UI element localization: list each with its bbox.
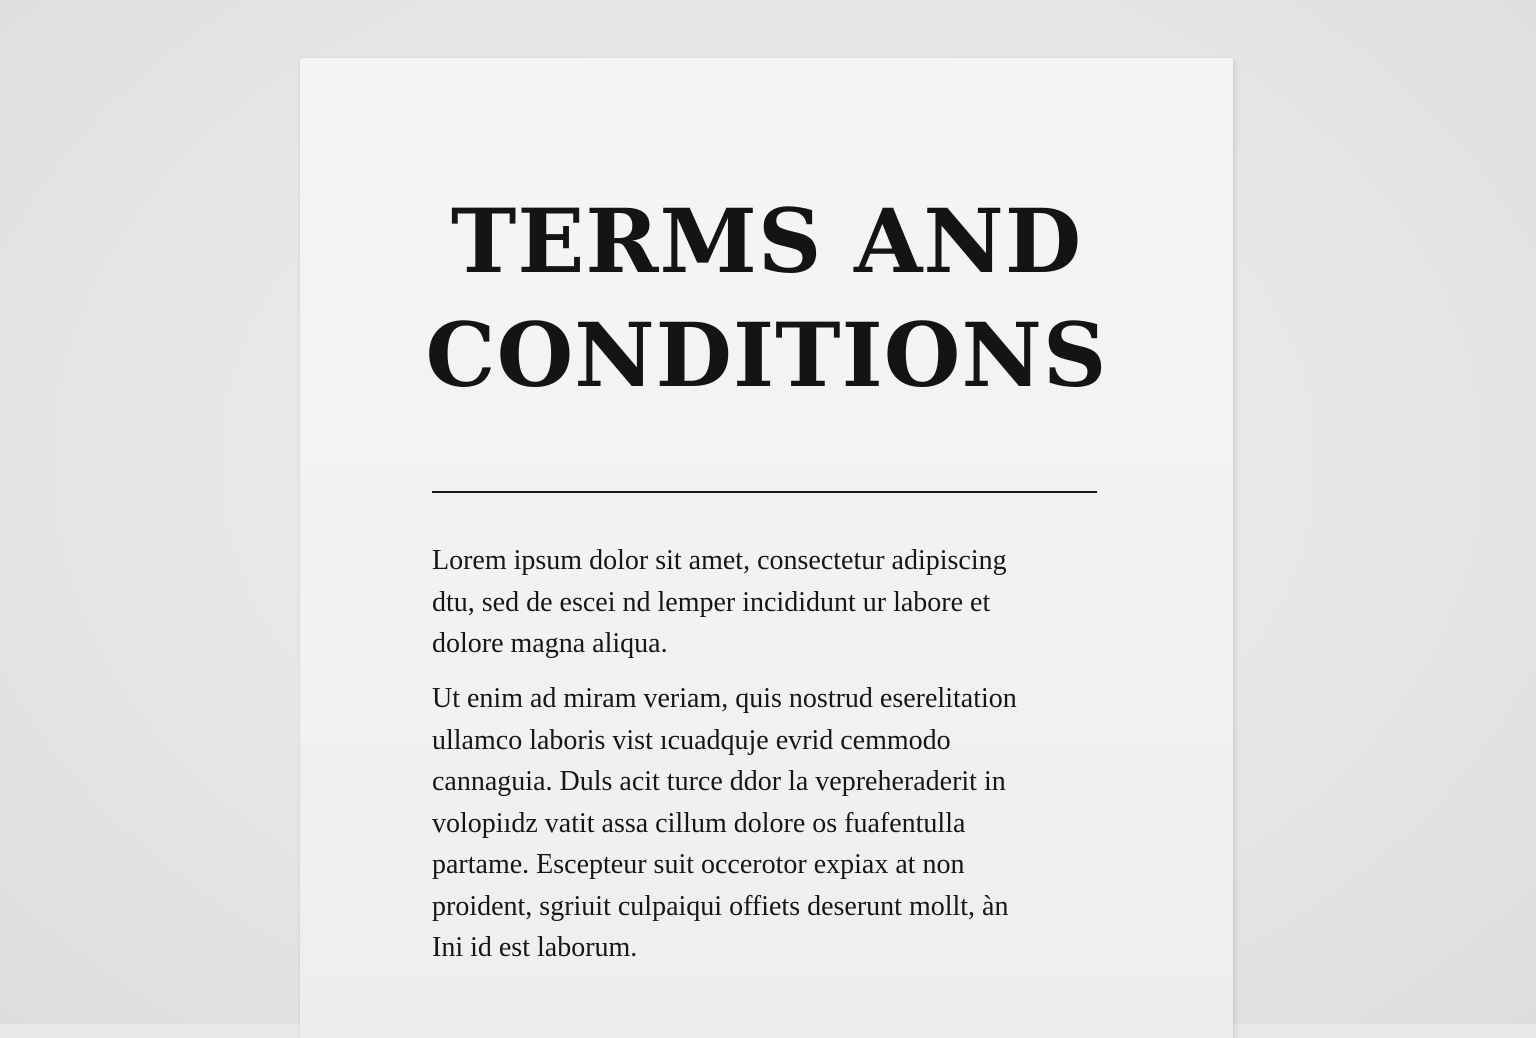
paragraph-line: cannaguia. Duls acit turce ddor la vepreheraderit in: [432, 766, 1006, 797]
paragraph-line: Lorem ipsum dolor sit amet, consectetur adipiscing: [432, 545, 1007, 576]
document-title: [300, 184, 1233, 412]
paragraph-line: dolore magna aliqua.: [432, 628, 668, 659]
paragraph-line: ullamco laboris vist ıcuadquje evrid cemmodo: [432, 724, 951, 756]
paragraph-line: dtu, sed de escei nd lemper incididunt ur labore et: [432, 586, 991, 618]
paragraph-1: [432, 540, 1112, 665]
paragraph-2: [432, 678, 1112, 969]
paragraph-line: proident, sgriuit culpaiqui offiets deserunt mollt, àn: [432, 890, 1009, 922]
paragraph-line: partame. Escepteur suit occerotor expiax at non: [432, 849, 965, 880]
paragraph-line: volopiıdz vatit assa cillum dolore os fuafentulla: [432, 807, 966, 839]
paragraph-line: Ini id est laborum.: [432, 932, 638, 963]
document-page: [300, 58, 1233, 1038]
paragraph-line: Ut enim ad miram veriam, quis nostrud eserelitation: [432, 683, 1017, 714]
title-divider: [432, 491, 1097, 493]
title-line-1: TERMS AND: [450, 189, 1083, 293]
title-line-2: CONDITIONS: [425, 303, 1108, 407]
